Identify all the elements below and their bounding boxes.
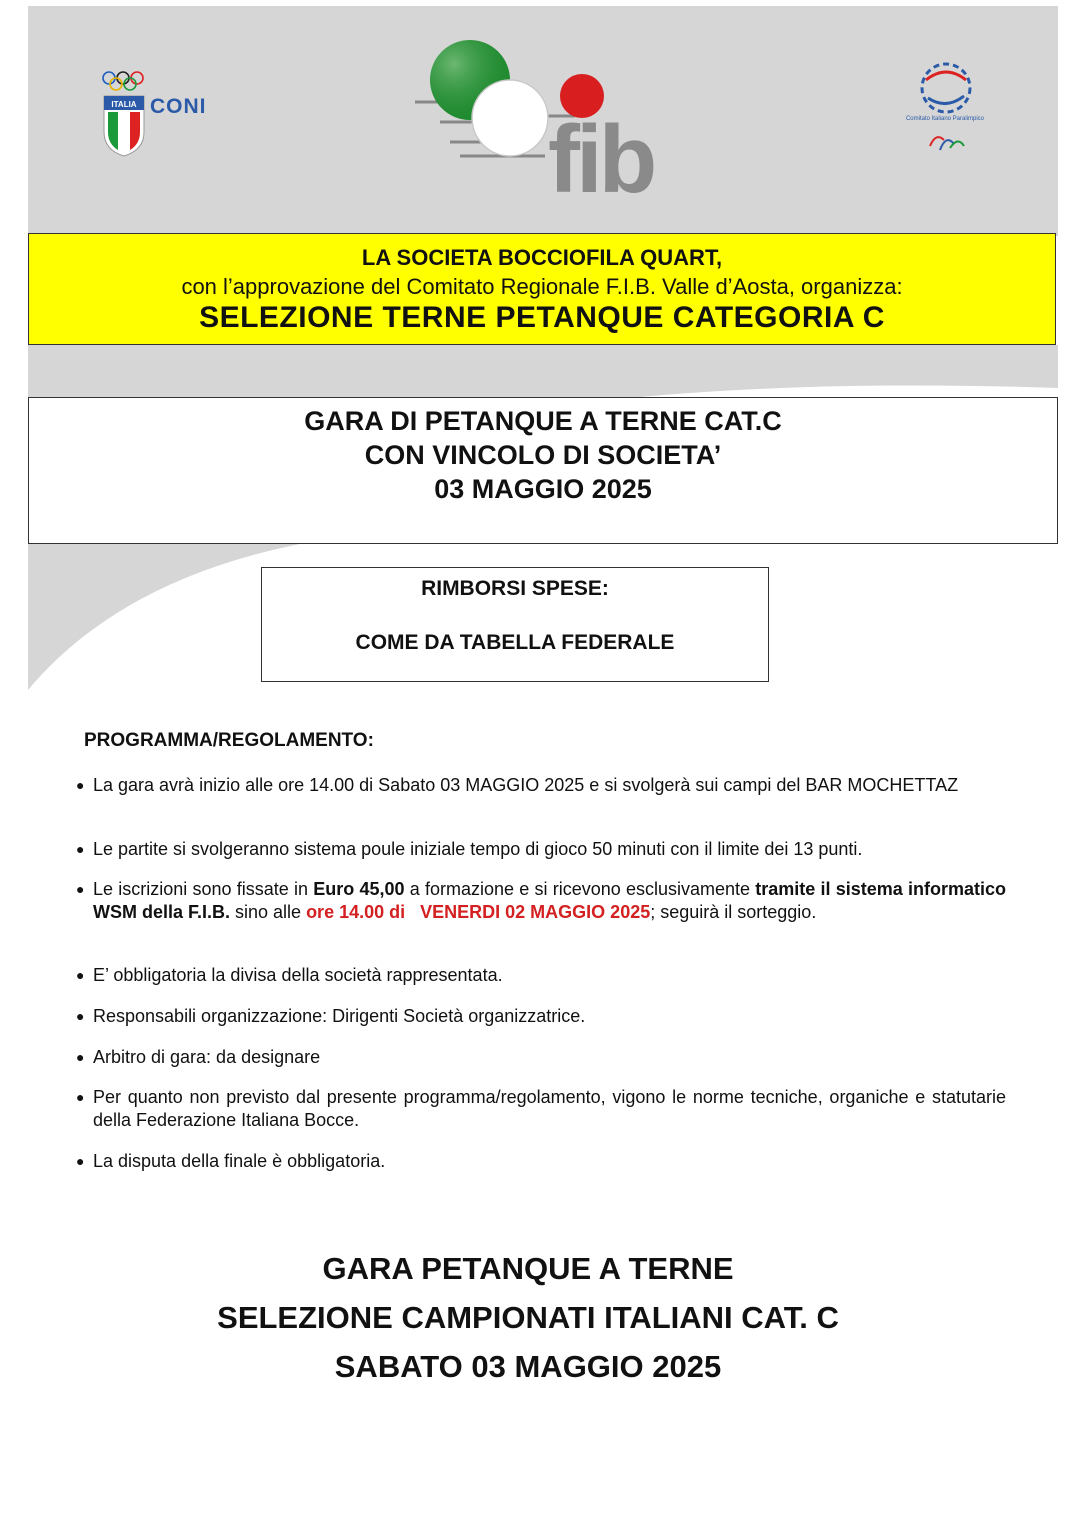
- rule-text: Responsabili organizzazione: Dirigenti Società organizzatrice.: [93, 1006, 586, 1026]
- rule-item: [76, 1005, 1006, 1028]
- footer-line-3: SABATO 03 MAGGIO 2025: [334, 1349, 722, 1384]
- rule-item: [76, 838, 1006, 861]
- selection-title: SELEZIONE TERNE PETANQUE CATEGORIA C: [199, 301, 885, 334]
- bullet-icon: ●: [76, 967, 85, 983]
- rule-text: Le partite si svolgeranno sistema poule iniziale tempo di gioco 50 minuti con il limite dei 13 punti.: [93, 839, 863, 859]
- rule-item: [76, 878, 1006, 924]
- rule-text: Arbitro di gara: da designare: [93, 1047, 321, 1067]
- approval-line: con l’approvazione del Comitato Regionale F.I.B. Valle d’Aosta, organizza:: [181, 274, 903, 299]
- rule-item: [76, 1150, 1006, 1173]
- registration-fee: Euro 45,00: [313, 879, 405, 899]
- reimbursement-value: COME DA TABELLA FEDERALE: [355, 631, 675, 654]
- reimbursement-box: [261, 567, 769, 682]
- footer-line-1: GARA PETANQUE A TERNE: [322, 1251, 734, 1286]
- cip-logo-text: Comitato Italiano Paralimpico: [905, 116, 985, 122]
- italia-label: ITALIA: [111, 100, 137, 109]
- bullet-icon: ●: [76, 881, 85, 897]
- event-constraint: CON VINCOLO DI SOCIETA’: [364, 440, 722, 470]
- bullet-icon: ●: [76, 777, 85, 793]
- event-date: 03 MAGGIO 2025: [434, 474, 652, 504]
- footer-line-2: SELEZIONE CAMPIONATI ITALIANI CAT. C: [217, 1300, 839, 1335]
- rule-text: E’ obbligatoria la divisa della società rappresentata.: [93, 965, 503, 985]
- reimbursement-title: RIMBORSI SPESE:: [421, 577, 609, 600]
- rule-part: a formazione e si ricevono esclusivamente: [404, 879, 756, 899]
- fib-logo-text: fib: [548, 106, 654, 213]
- bullet-icon: ●: [76, 841, 85, 857]
- deadline-time: ore 14.00 di: [306, 902, 406, 922]
- deadline-date: VENERDI 02 MAGGIO 2025: [420, 902, 651, 922]
- rule-part: ; seguirà il sorteggio.: [650, 902, 817, 922]
- bullet-icon: ●: [76, 1049, 85, 1065]
- event-box: [28, 397, 1058, 544]
- rule-text: La disputa della finale è obbligatoria.: [93, 1151, 386, 1171]
- rule-item: [76, 774, 1006, 797]
- coni-logo-text: CONI: [150, 95, 207, 118]
- rule-text-registration: [76, 878, 1006, 924]
- rule-text: Per quanto non previsto dal presente programma/regolamento, vigono le norme tecniche, organiche e statutarie della Federazione Italiana Bocce.: [93, 1087, 1006, 1130]
- bullet-icon: ●: [76, 1008, 85, 1024]
- organizer-banner: [28, 233, 1056, 345]
- program-title: PROGRAMMA/REGOLAMENTO:: [84, 730, 374, 751]
- rule-item: [76, 1046, 1006, 1069]
- registration-system: tramite il sistema informatico WSM della F.I.B.: [93, 879, 1007, 922]
- rule-item: [76, 964, 1006, 987]
- bullet-icon: ●: [76, 1153, 85, 1169]
- rule-part: sino alle: [230, 902, 307, 922]
- event-title: GARA DI PETANQUE A TERNE CAT.C: [304, 406, 782, 436]
- rule-item: [76, 1086, 1006, 1132]
- rule-part: Le iscrizioni sono fissate in: [93, 879, 314, 899]
- organizer-name: LA SOCIETA BOCCIOFILA QUART,: [361, 245, 723, 270]
- bullet-icon: ●: [76, 1089, 85, 1105]
- rule-text: La gara avrà inizio alle ore 14.00 di Sabato 03 MAGGIO 2025 e si svolgerà sui campi del BAR MOCHETTAZ: [93, 775, 959, 795]
